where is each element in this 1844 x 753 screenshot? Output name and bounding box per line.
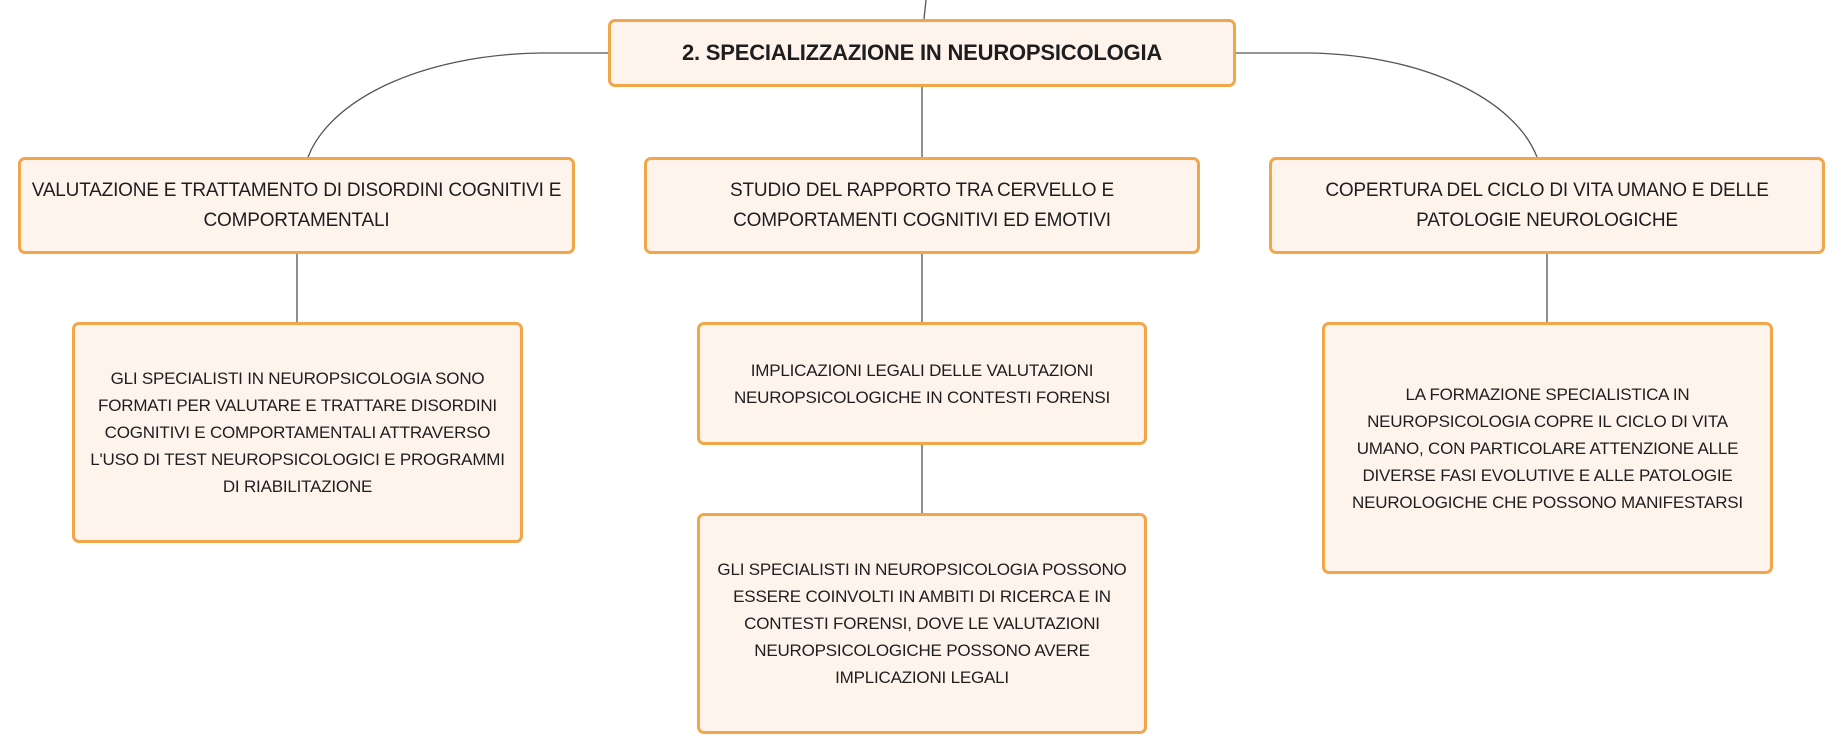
detail-node-text: GLI SPECIALISTI IN NEUROPSICOLOGIA POSSONO ESSERE COINVOLTI IN AMBITI DI RICERCA E IN CONTESTI FORENSI, DOVE LE VALUTAZIONI NEUROPSICOLOGICHE POSSONO AVERE IMPLICAZIONI LEGALI: [717, 560, 1127, 687]
branch-node-copertura[interactable]: [1269, 157, 1825, 254]
detail-node-valutazione[interactable]: [72, 322, 523, 543]
detail-node-ricerca-forense[interactable]: [697, 513, 1147, 734]
branch-node-label: COPERTURA DEL CICLO DI VITA UMANO E DELLE PATOLOGIE NEUROLOGICHE: [1325, 179, 1769, 231]
detail-node-ciclo-di-vita[interactable]: [1322, 322, 1773, 574]
detail-node-text: IMPLICAZIONI LEGALI DELLE VALUTAZIONI NEUROPSICOLOGICHE IN CONTESTI FORENSI: [733, 360, 1111, 407]
detail-node-implicazioni-legali[interactable]: [697, 322, 1147, 445]
detail-node-text: LA FORMAZIONE SPECIALISTICA IN NEUROPSICOLOGIA COPRE IL CICLO DI VITA UMANO, CON PARTICOLARE ATTENZIONE ALLE DIVERSE FASI EVOLUTIVE E ALLE PATOLOGIE NEUROLOGICHE CHE POSSONO MANIFESTARSI: [1352, 384, 1743, 512]
detail-node-text: GLI SPECIALISTI IN NEUROPSICOLOGIA SONO FORMATI PER VALUTARE E TRATTARE DISORDINI COGNITIVI E COMPORTAMENTALI ATTRAVERSO L'USO DI TEST NEUROPSICOLOGICI E PROGRAMMI DI RIABILITAZIONE: [90, 369, 505, 496]
branch-node-studio[interactable]: [644, 157, 1200, 254]
connector-root-to-branch-3: [1236, 53, 1537, 157]
connector-root-to-branch-1: [308, 53, 608, 157]
branch-node-label: STUDIO DEL RAPPORTO TRA CERVELLO E COMPORTAMENTI COGNITIVI ED EMOTIVI: [730, 179, 1114, 231]
root-topic-node[interactable]: [608, 19, 1236, 87]
branch-node-label: VALUTAZIONE E TRATTAMENTO DI DISORDINI COGNITIVI E COMPORTAMENTALI: [31, 179, 562, 231]
root-topic-title: 2. SPECIALIZZAZIONE IN NEUROPSICOLOGIA: [681, 40, 1163, 65]
connector-parent-to-root: [924, 0, 926, 19]
branch-node-valutazione[interactable]: [18, 157, 575, 254]
